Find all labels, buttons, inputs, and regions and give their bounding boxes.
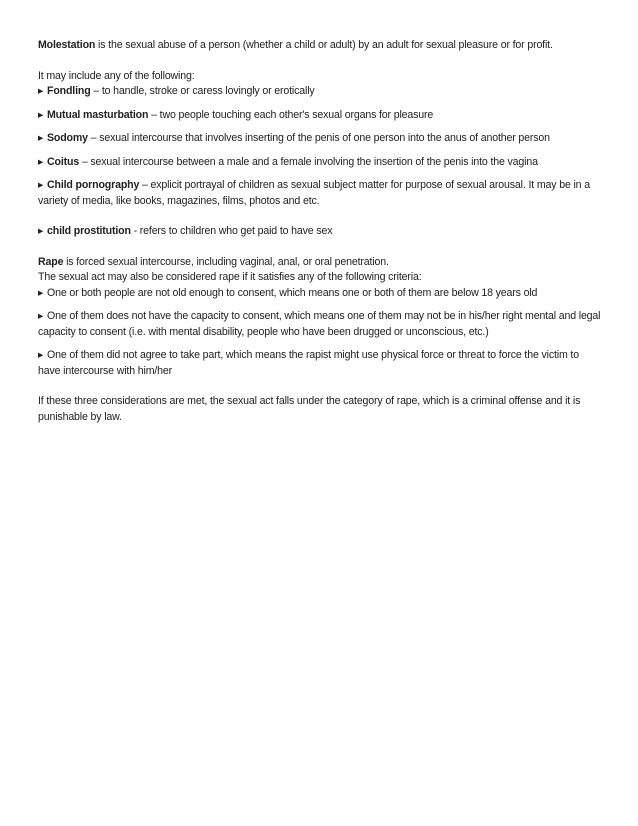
form-term: Sodomy bbox=[47, 132, 88, 144]
form-item-coitus bbox=[38, 155, 604, 171]
conclusion: If these three considerations are met, the sexual act falls under the category of rape, which is a criminal offense and it is punishable by law. bbox=[38, 395, 581, 423]
form-text: – sexual intercourse that involves inserting of the penis of one person into the anus of another person bbox=[87, 132, 550, 144]
rape-criterion-agreement bbox=[38, 348, 604, 379]
criterion-text: One or both people are not old enough to consent, which means one or both of them are below 18 years old bbox=[47, 286, 538, 299]
form-term: Child pornography bbox=[47, 179, 140, 191]
form-item-child-pornography bbox=[38, 178, 604, 209]
molestation-definition-text: is the sexual abuse of a person (whether a child or adult) by an adult for sexual pleasure or for profit. bbox=[95, 39, 553, 51]
includes-intro: It may include any of the following: bbox=[38, 69, 195, 82]
form-item-mutual-masturbation bbox=[38, 108, 604, 124]
rape-criterion-age bbox=[38, 286, 604, 302]
form-text: - refers to children who get paid to have sex bbox=[130, 225, 333, 237]
bullet-icon: ▸ bbox=[38, 225, 44, 237]
molestation-definition bbox=[38, 38, 604, 54]
molestation-term: Molestation bbox=[38, 39, 96, 51]
rape-definition-text: is forced sexual intercourse, including vaginal, anal, or oral penetration. bbox=[63, 255, 389, 268]
bullet-icon: ▸ bbox=[38, 179, 44, 191]
rape-criteria-intro: The sexual act may also be considered rape if it satisfies any of the following criteria: bbox=[38, 271, 422, 283]
form-text: – two people touching each other's sexual organs for pleasure bbox=[148, 108, 434, 121]
form-text: – to handle, stroke or caress lovingly or erotically bbox=[90, 85, 315, 97]
form-item-sodomy bbox=[38, 131, 604, 147]
bullet-icon: ▸ bbox=[38, 349, 44, 361]
rape-criterion-capacity bbox=[38, 309, 604, 340]
form-term: Mutual masturbation bbox=[47, 108, 149, 121]
document-page bbox=[38, 38, 604, 425]
bullet-icon: ▸ bbox=[38, 286, 44, 299]
form-term: child prostitution bbox=[47, 225, 131, 237]
bullet-icon: ▸ bbox=[38, 85, 44, 97]
form-text: – explicit portrayal of children as sexual subject matter for purpose of sexual arousal. It may be in a variety of media, like books, magazines, films, photos and etc. bbox=[38, 179, 590, 207]
bullet-icon: ▸ bbox=[38, 310, 44, 322]
bullet-icon: ▸ bbox=[38, 155, 44, 168]
criterion-text: One of them does not have the capacity to consent, which means one of them may not be in his/her right mental and legal capacity to consent (i.e. with mental disability, people who have been drugged or unconscious, etc.) bbox=[38, 310, 601, 338]
rape-definition bbox=[38, 255, 604, 271]
form-item-child-prostitution bbox=[38, 224, 604, 240]
form-text: – sexual intercourse between a male and a female involving the insertion of the penis into the vagina bbox=[79, 155, 538, 168]
bullet-icon: ▸ bbox=[38, 132, 44, 144]
bullet-icon: ▸ bbox=[38, 108, 44, 121]
form-term: Fondling bbox=[47, 85, 91, 97]
form-item-fondling bbox=[38, 84, 604, 100]
criterion-text: One of them did not agree to take part, which means the rapist might use physical force or threat to force the victim to have intercourse with him/her bbox=[38, 349, 579, 377]
rape-term: Rape bbox=[38, 255, 64, 268]
form-term: Coitus bbox=[47, 155, 80, 168]
